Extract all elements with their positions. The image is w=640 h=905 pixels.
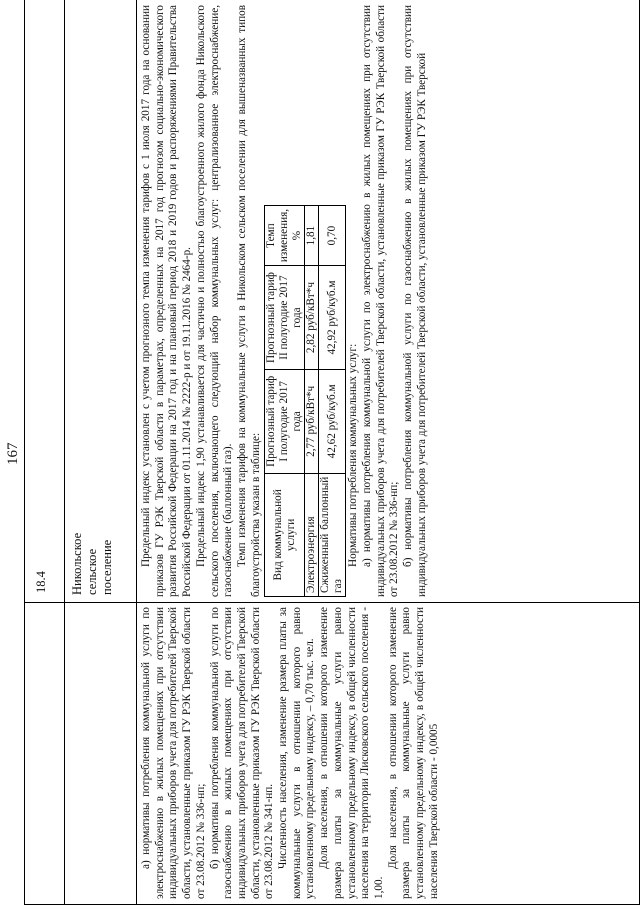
paragraph: а) нормативы потребления коммунальной услуги по электроснабжению в жилых помещениях при отсутствии индивидуальных приборов учета для потребителей Тверской области, установленные приказом ГУ РЭК Тверской области от 23.08.2012 № 336-нп; — [361, 5, 401, 597]
table-cell: 42,62 руб/куб.м — [319, 369, 346, 473]
row-name: Никольское сельское поселение — [70, 532, 114, 595]
paragraph: Нормативы потребления коммунальных услуг: — [347, 343, 360, 567]
paragraph: Доля населения, в отношении которого изменение размера платы за коммунальные услуги равно установленному предельному индексу, в общей численности населения на территории Лисковского сельского поселения - 1,00. — [318, 607, 385, 899]
paragraph: а) нормативы потребления коммунальной услуги по электроснабжению в жилых помещениях при отсутствии индивидуальных приборов учета для потребителей Тверской области, установленные приказом ГУ РЭК Тверской области от 23.08.2012 № 336-нп; — [140, 607, 207, 899]
paragraph: Предельный индекс установлен с учетом прогнозного темпа изменения тарифов с 1 июля 2017 года на основании приказов ГУ РЭК Тверской области в параметрах, определенных на 2017 год прогнозом социально-экономического развития Российской Федерации на 2017 год и на плановый период 2018 и 2019 годов и распоряжениями Правительства Российской Федерации от 01.11.2014 № 2222-р и от 19.11.2016 № 2464-р. — [140, 5, 194, 597]
paragraph: б) нормативы потребления коммунальной услуги по газоснабжению в жилых помещениях при отсутствии индивидуальных приборов учета для потребителей Тверской области, установленные приказом ГУ РЭК Тверской области от 23.08.2012 № 341-нп. — [208, 607, 276, 899]
row-number: 18.4 — [34, 571, 48, 593]
table-header-row — [265, 206, 305, 597]
paragraph: Предельный индекс 1,90 устанавливается для частично и полностью благоустроенного жилого фонда Никольского сельского поселения, включающего следующий набор коммунальных услуг: централизованное электроснабжение, газоснабжение (баллонный газ). — [194, 5, 235, 597]
table-cell: Сжиженный баллонный газ — [319, 473, 346, 596]
table-cell: 42,92 руб/куб.м — [319, 266, 346, 370]
paragraph: б) нормативы потребления коммунальной услуги по газоснабжению в жилых помещениях при отсутствии индивидуальных приборов учета для потребителей Тверской области, установленные приказом ГУ РЭК Тверской — [402, 5, 428, 597]
header-cell: Темп изменения, % — [265, 206, 305, 266]
paragraph: Доля населения, в отношении которого изменение размера платы за коммунальные услуги равно установленному предельному индексу, в общей численности населения Тверской области - 0,0005 — [386, 607, 440, 899]
header-cell: Прогнозный тариф II полугодие 2017 года — [265, 266, 305, 370]
table-row — [305, 206, 319, 597]
table-cell: 2,82 руб/кВт*ч — [305, 266, 319, 370]
table-cell: 2,77 руб/кВт*ч — [305, 369, 319, 473]
column-divider-2 — [136, 0, 137, 905]
header-cell: Вид коммунальной услуги — [265, 473, 305, 596]
table-cell: 0,70 — [319, 206, 346, 266]
column-divider-1 — [64, 0, 65, 905]
table-border-top — [24, 0, 25, 905]
table-cell: 1,81 — [305, 206, 319, 266]
paragraph: Темп изменения тарифов на коммунальные услуги в Никольском сельском поселении для вышеназванных типов благоустройства указан в таблице: — [235, 5, 262, 597]
top-row-text — [140, 607, 441, 899]
row-184-text — [140, 5, 430, 597]
document-table — [24, 0, 640, 905]
table-row — [319, 206, 346, 597]
paragraph: Численность населения, изменение размера платы за коммунальные услуги в отношении которого равно установленному предельному индексу, – 0,70 тыс. чел. — [277, 607, 317, 899]
row-divider — [24, 602, 640, 603]
table-cell: Электроэнергия — [305, 473, 319, 596]
header-cell: Прогнозный тариф I полугодие 2017 года — [265, 369, 305, 473]
page-number: 167 — [5, 442, 21, 465]
tariff-table — [264, 205, 346, 597]
